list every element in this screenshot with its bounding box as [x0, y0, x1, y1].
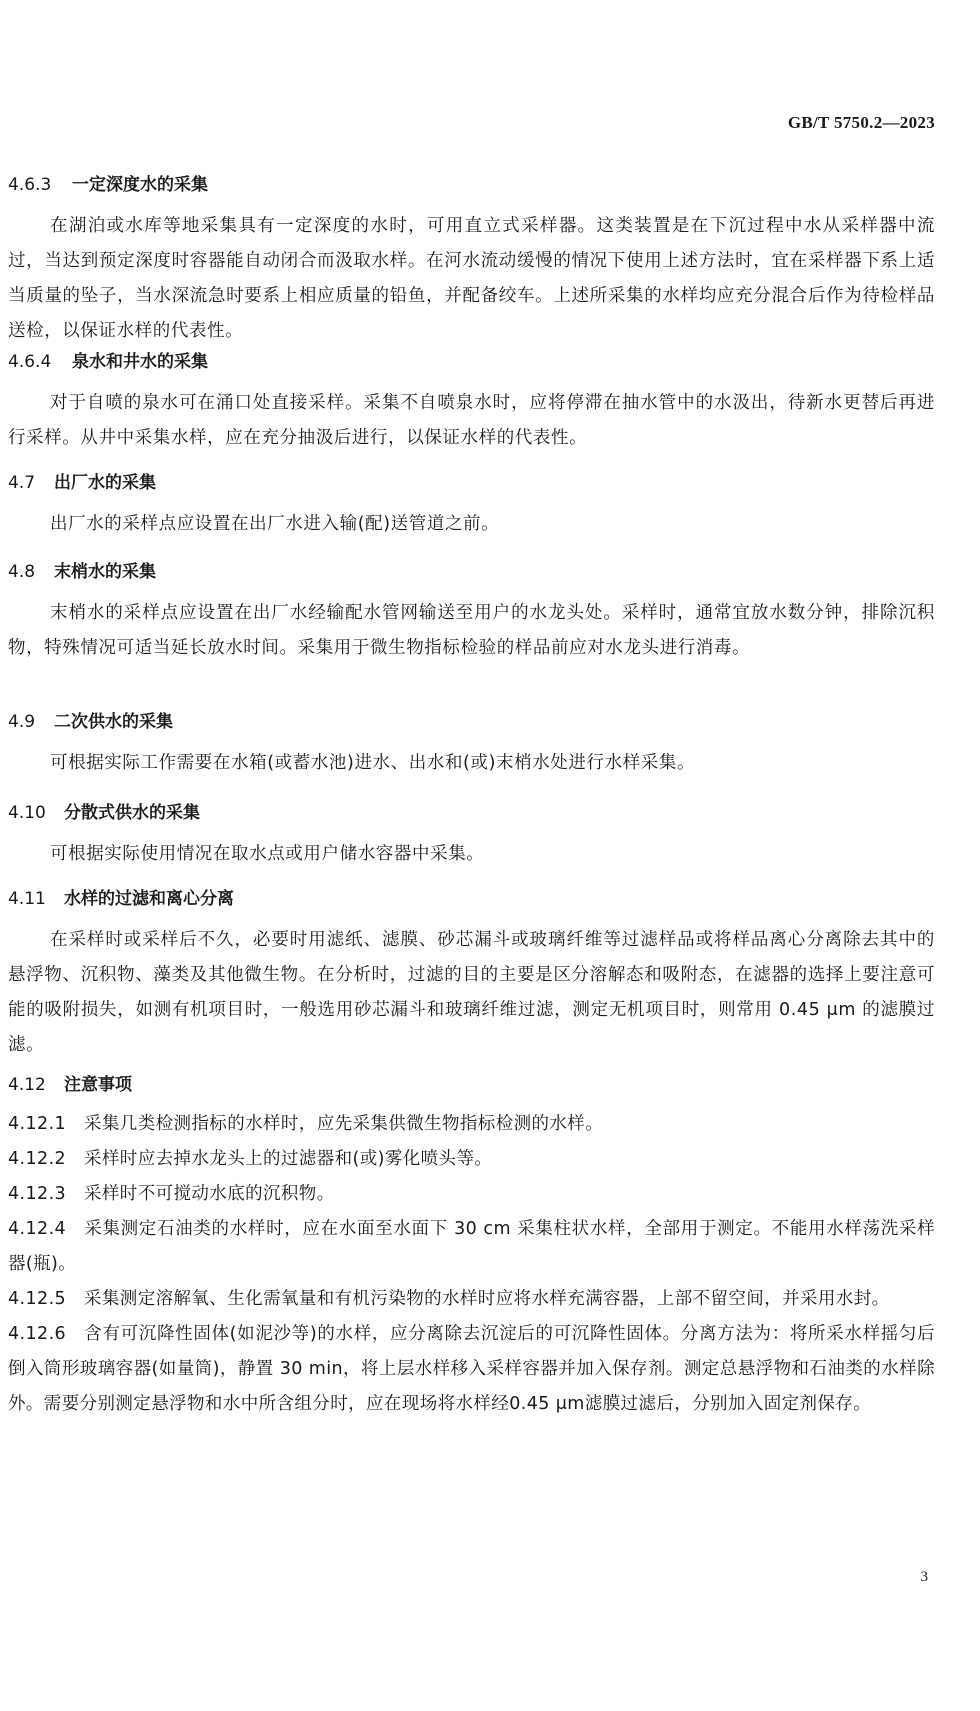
- item-number: 4.12.4: [8, 1219, 67, 1239]
- section-title: 二次供水的采集: [54, 712, 173, 732]
- section-paragraph: 在采样时或采样后不久，必要时用滤纸、滤膜、砂芯漏斗或玻璃纤维等过滤样品或将样品离心分离除去其中的悬浮物、沉积物、藻类及其他微生物。在分析时，过滤的目的主要是区分溶解态和吸附态，在滤器的选择上要注意可能的吸附损失，如测有机项目时，一般选用砂芯漏斗和玻璃纤维过滤，测定无机项目时，则常用 0.45 μm 的滤膜过滤。: [8, 930, 935, 1055]
- section-4-9: [8, 707, 935, 781]
- list-item: [8, 1142, 935, 1177]
- section-number: 4.6.3: [8, 175, 52, 195]
- section-paragraph: 可根据实际工作需要在水箱(或蓄水池)进水、出水和(或)末梢水处进行水样采集。: [50, 753, 696, 773]
- item-number: 4.12.5: [8, 1289, 67, 1309]
- list-item: [8, 1282, 935, 1317]
- section-title: 出厂水的采集: [54, 473, 156, 493]
- section-title: 注意事项: [64, 1075, 132, 1095]
- section-paragraph: 末梢水的采样点应设置在出厂水经输配水管网输送至用户的水龙头处。采样时，通常宜放水数分钟，排除沉积物，特殊情况可适当延长放水时间。采集用于微生物指标检验的样品前应对水龙头进行消毒。: [8, 603, 935, 658]
- item-number: 4.12.1: [8, 1114, 67, 1134]
- item-number: 4.12.2: [8, 1149, 67, 1169]
- section-paragraph: 可根据实际使用情况在取水点或用户储水容器中采集。: [50, 844, 485, 864]
- section-heading: [8, 557, 935, 587]
- section-number: 4.12: [8, 1075, 46, 1095]
- item-text: 采样时不可搅动水底的沉积物。: [84, 1184, 335, 1204]
- section-number: 4.7: [8, 473, 36, 493]
- section-4-11: [8, 884, 935, 1063]
- section-number: 4.8: [8, 562, 36, 582]
- section-paragraph: 在湖泊或水库等地采集具有一定深度的水时，可用直立式采样器。这类装置是在下沉过程中水从采样器中流过，当达到预定深度时容器能自动闭合而汲取水样。在河水流动缓慢的情况下使用上述方法时，宜在采样器下系上适当质量的坠子，当水深流急时要系上相应质量的铅鱼，并配备绞车。上述所采集的水样均应充分混合后作为待检样品送检，以保证水样的代表性。: [8, 216, 935, 341]
- list-item: [8, 1317, 935, 1422]
- section-4-7: [8, 468, 935, 542]
- item-text: 采集测定石油类的水样时，应在水面至水面下 30 cm 采集柱状水样，全部用于测定。不能用水样荡洗采样器(瓶)。: [8, 1219, 935, 1274]
- item-text: 采集测定溶解氧、生化需氧量和有机污染物的水样时应将水样充满容器，上部不留空间，并采用水封。: [84, 1289, 890, 1309]
- section-heading: [8, 468, 935, 498]
- section-title: 泉水和井水的采集: [72, 352, 208, 372]
- list-item: [8, 1107, 935, 1142]
- item-number: 4.12.6: [8, 1324, 67, 1344]
- section-title: 分散式供水的采集: [64, 803, 200, 823]
- standard-code: GB/T 5750.2—2023: [787, 113, 935, 132]
- section-4-6-3: [8, 170, 935, 349]
- section-number: 4.9: [8, 712, 36, 732]
- section-heading: [8, 884, 935, 914]
- item-text: 采集几类检测指标的水样时，应先采集供微生物指标检测的水样。: [84, 1114, 604, 1134]
- section-number: 4.6.4: [8, 352, 52, 372]
- section-heading: [8, 1070, 935, 1100]
- section-paragraph: 对于自喷的泉水可在涌口处直接采样。采集不自喷泉水时，应将停滞在抽水管中的水汲出，待新水更替后再进行采样。从井中采集水样，应在充分抽汲后进行，以保证水样的代表性。: [8, 393, 935, 448]
- section-heading: [8, 798, 935, 828]
- list-item: [8, 1177, 935, 1212]
- list-item: [8, 1212, 935, 1282]
- page-number: 3: [920, 1569, 928, 1585]
- section-4-6-4: [8, 347, 935, 456]
- section-heading: [8, 170, 935, 200]
- item-text: 含有可沉降性固体(如泥沙等)的水样，应分离除去沉淀后的可沉降性固体。分离方法为：将所采水样摇匀后倒入筒形玻璃容器(如量筒)，静置 30 min，将上层水样移入采样容器并加入保存剂。测定总悬浮物和石油类的水样除外。需要分别测定悬浮物和水中所含组分时，应在现场将水样经0.45 μm滤膜过滤后，分别加入固定剂保存。: [8, 1324, 935, 1414]
- item-number: 4.12.3: [8, 1184, 67, 1204]
- section-number: 4.11: [8, 889, 46, 909]
- section-heading: [8, 347, 935, 377]
- item-text: 采样时应去掉水龙头上的过滤器和(或)雾化喷头等。: [84, 1149, 493, 1169]
- section-heading: [8, 707, 935, 737]
- section-4-10: [8, 798, 935, 872]
- section-title: 末梢水的采集: [54, 562, 156, 582]
- notes-list: [8, 1107, 935, 1422]
- section-title: 水样的过滤和离心分离: [64, 889, 234, 909]
- section-4-12: [8, 1070, 935, 1422]
- section-title: 一定深度水的采集: [72, 175, 208, 195]
- section-number: 4.10: [8, 803, 46, 823]
- section-paragraph: 出厂水的采样点应设置在出厂水进入输(配)送管道之前。: [50, 514, 500, 534]
- section-4-8: [8, 557, 935, 666]
